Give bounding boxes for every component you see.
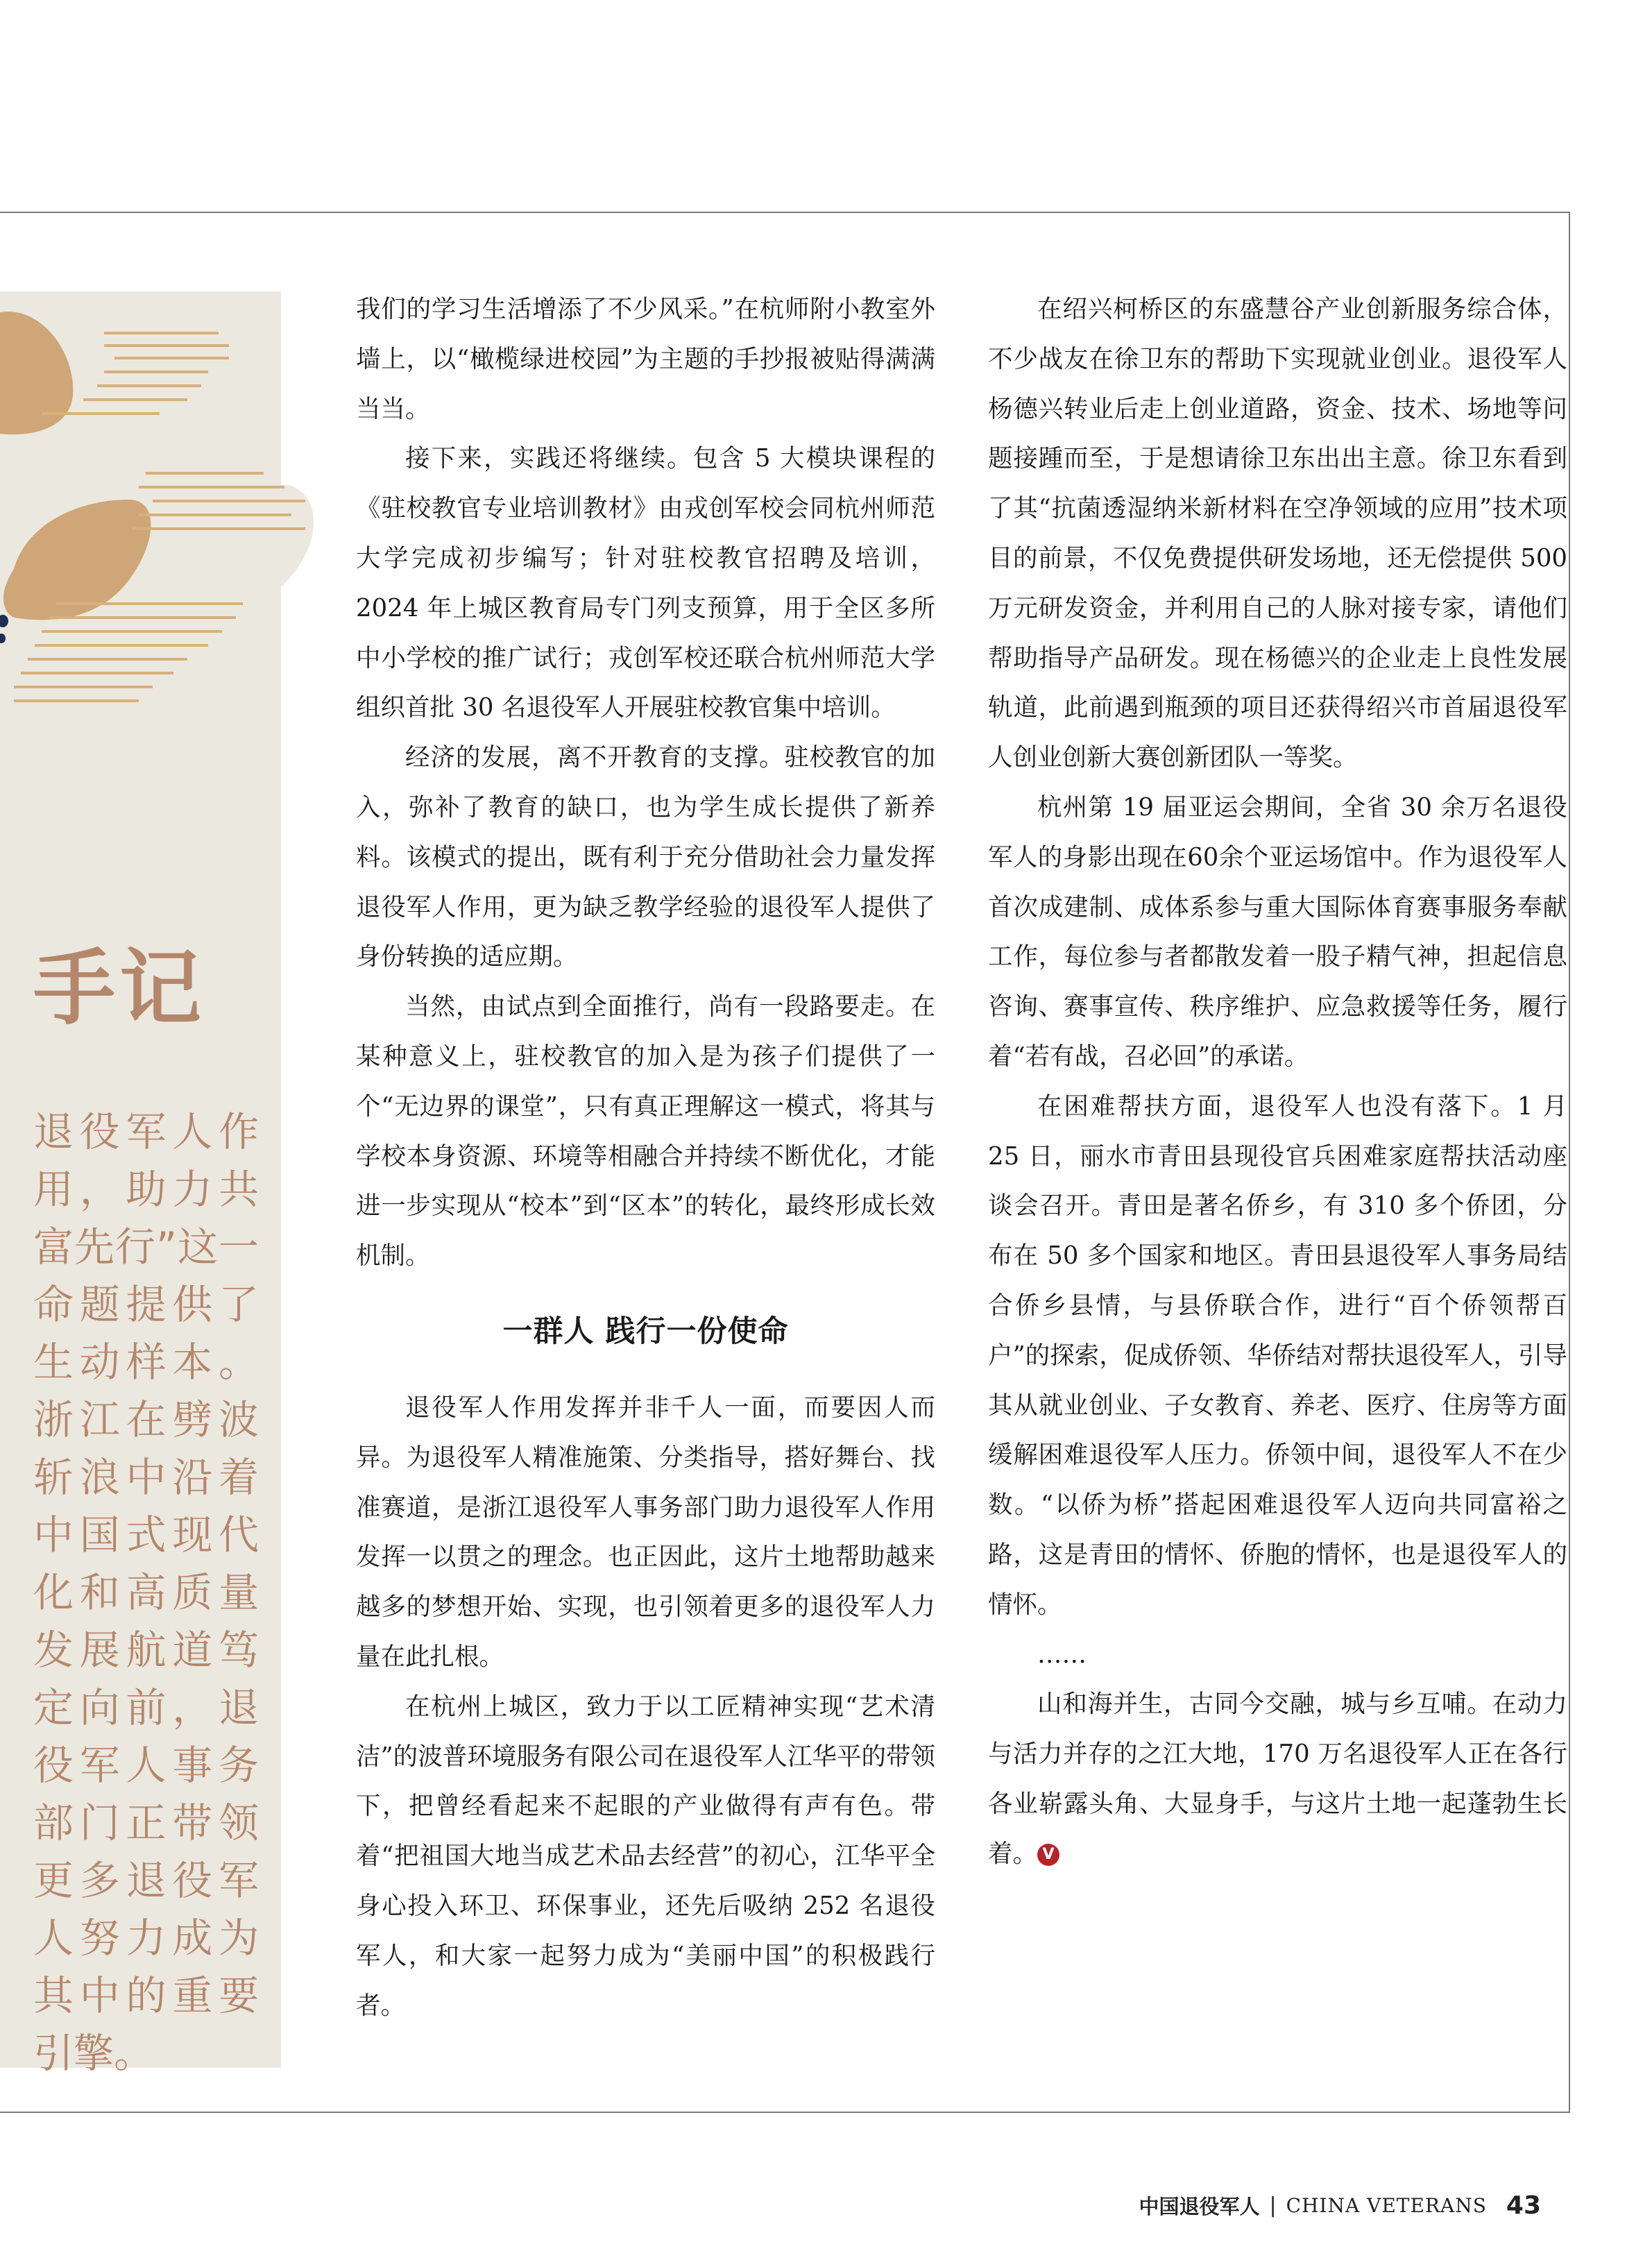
paragraph: 经济的发展，离不开教育的支撑。驻校教官的加入，弥补了教育的缺口，也为学生成长提供了新养料。该模式的提出，既有利于充分借助社会力量发挥退役军人作用，更为缺乏教学经验的退役军人提供了身份转换的适应期。: [356, 743, 935, 971]
paragraph: 当然，由试点到全面推行，尚有一段路要走。在某种意义上，驻校教官的加入是为孩子们提供了一个“无边界的课堂”，只有真正理解这一模式，将其与学校本身资源、环境等相融合并持续不断优化，才能进一步实现从“校本”到“区本”的转化，最终形成长效机制。: [356, 992, 935, 1271]
paragraph: 在困难帮扶方面，退役军人也没有落下。1 月 25 日，丽水市青田县现役官兵困难家庭帮扶活动座谈会召开。青田是著名侨乡，有 310 多个侨团，分布在 50 多个国家和地区。青田县退役军人事务局结合侨乡县情，与县侨联合作，进行“百个侨领帮百户”的探索，促成侨领、华侨结对帮扶退役军人，引导其从就业创业、子女教育、养老、医疗、住房等方面缓解困难退役军人压力。侨领中间，退役军人不在少数。“以侨为桥”搭起困难退役军人迈向共同富裕之路，这是青田的情怀、侨胞的情怀，也是退役军人的情怀。: [988, 1092, 1567, 1619]
magazine-name-en: CHINA VETERANS: [1286, 2194, 1487, 2217]
decorative-leaf-illustration: [0, 291, 326, 819]
end-mark-icon: V: [1037, 1844, 1059, 1866]
article-column-1: [356, 285, 935, 2030]
sidebar-quote: 退役军人作用，助力共富先行”这一命题提供了生动样本。浙江在劈波斩浪中沿着中国式现代化和高质量发展航道笃定向前，退役军人事务部门正带领更多退役军人努力成为其中的重要引擎。: [33, 1108, 259, 2077]
paragraph: 杭州第 19 届亚运会期间，全省 30 余万名退役军人的身影出现在60余个亚运场馆中。作为退役军人首次成建制、成体系参与重大国际体育赛事服务奉献工作，每位参与者都散发着一股子精气神，担起信息咨询、赛事宣传、秩序维护、应急救援等任务，履行着“若有战，召必回”的承诺。: [988, 792, 1567, 1071]
article-column-2: [988, 285, 1567, 1879]
footer-separator: |: [1269, 2193, 1277, 2218]
sidebar-title: 手记: [33, 940, 206, 1036]
paragraph: 退役军人作用发挥并非千人一面，而要因人而异。为退役军人精准施策、分类指导，搭好舞台、找准赛道，是浙江退役军人事务部门助力退役军人作用发挥一以贯之的理念。也正因此，这片土地帮助越来越多的梦想开始、实现，也引领着更多的退役军人力量在此扎根。: [356, 1393, 935, 1671]
ellipsis: ……: [1037, 1640, 1087, 1669]
paragraph: 在绍兴柯桥区的东盛慧谷产业创新服务综合体，不少战友在徐卫东的帮助下实现就业创业。退役军人杨德兴转业后走上创业道路，资金、技术、场地等问题接踵而至，于是想请徐卫东出出主意。徐卫东看到了其“抗菌透湿纳米新材料在空净领域的应用”技术项目的前景，不仅免费提供研发场地，还无偿提供 500 万元研发资金，并利用自己的人脉对接专家，请他们帮助指导产品研发。现在杨德兴的企业走上良性发展轨道，此前遇到瓶颈的项目还获得绍兴市首届退役军人创业创新大赛创新团队一等奖。: [988, 295, 1567, 772]
section-heading: 一群人 践行一份使命: [502, 1314, 789, 1349]
paragraph: 在杭州上城区，致力于以工匠精神实现“艺术清洁”的波普环境服务有限公司在退役军人江华平的带领下，把曾经看起来不起眼的产业做得有声有色。带着“把祖国大地当成艺术品去经营”的初心，江华平全身心投入环卫、环保事业，还先后吸纳 252 名退役军人，和大家一起努力成为“美丽中国”的积极践行者。: [356, 1692, 935, 2020]
paragraph: 我们的学习生活增添了不少风采。”在杭师附小教室外墙上，以“橄榄绿进校园”为主题的手抄报被贴得满满当当。: [356, 295, 935, 423]
page-number: 43: [1506, 2191, 1541, 2220]
page-footer: [1139, 2191, 1541, 2220]
paragraph: 接下来，实践还将继续。包含 5 大模块课程的《驻校教官专业培训教材》由戎创军校会同杭州师范大学完成初步编写；针对驻校教官招聘及培训，2024 年上城区教育局专门列支预算，用于全区多所中小学校的推广试行；戎创军校还联合杭州师范大学组织首批 30 名退役军人开展驻校教官集中培训。: [356, 444, 935, 722]
magazine-name-cn: 中国退役军人: [1139, 2195, 1260, 2218]
paragraph-text: 山和海并生，古同今交融，城与乡互哺。在动力与活力并存的之江大地，170 万名退役军人正在各行各业崭露头角、大显身手，与这片土地一起蓬勃生长着。: [988, 1690, 1567, 1868]
paragraph-final: [988, 1679, 1567, 1878]
